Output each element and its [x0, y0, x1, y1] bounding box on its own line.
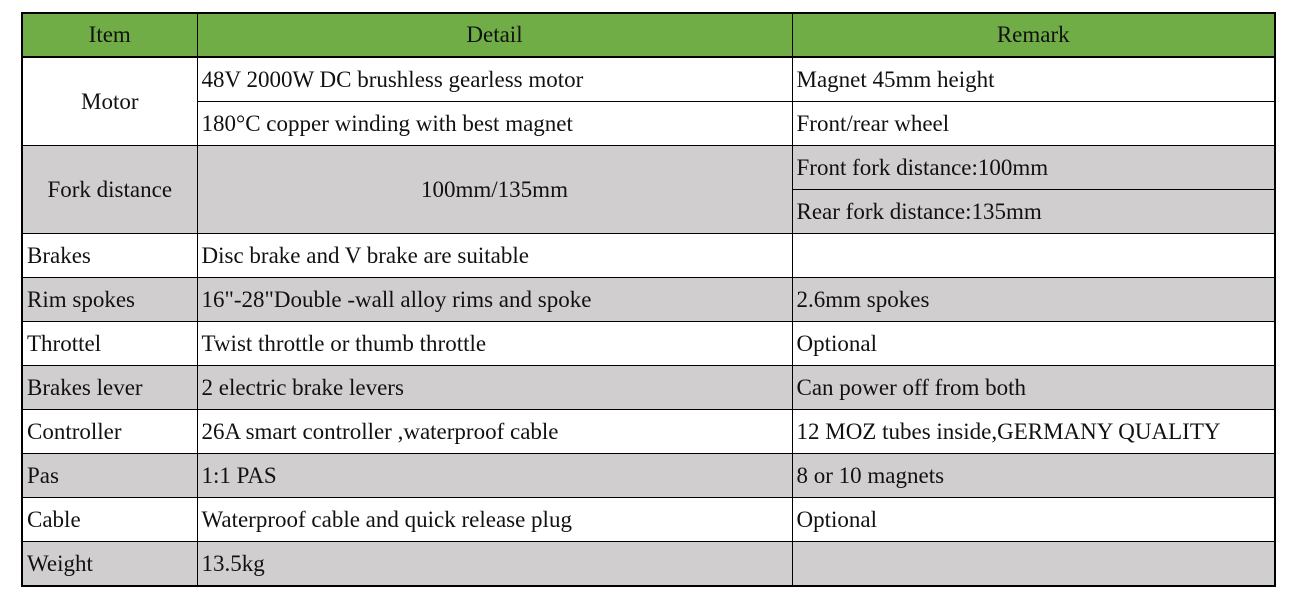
cell-remark: Optional — [792, 322, 1275, 366]
spec-table — [21, 12, 1276, 587]
cell-detail-fork: 100mm/135mm — [197, 146, 792, 234]
cell-item: Brakes — [22, 234, 197, 278]
cell-remark — [792, 234, 1275, 278]
table-row — [22, 366, 1275, 410]
header-remark: Remark — [792, 13, 1275, 57]
cell-remark: Front fork distance:100mm — [792, 146, 1275, 190]
cell-remark: Rear fork distance:135mm — [792, 190, 1275, 234]
cell-detail: 2 electric brake levers — [197, 366, 792, 410]
cell-item: Pas — [22, 454, 197, 498]
table-row-motor-1 — [22, 57, 1275, 102]
cell-item: Throttel — [22, 322, 197, 366]
cell-detail: Waterproof cable and quick release plug — [197, 498, 792, 542]
cell-detail: Twist throttle or thumb throttle — [197, 322, 792, 366]
cell-item: Cable — [22, 498, 197, 542]
cell-detail: Disc brake and V brake are suitable — [197, 234, 792, 278]
cell-item-fork: Fork distance — [22, 146, 197, 234]
cell-detail: 48V 2000W DC brushless gearless motor — [197, 57, 792, 102]
cell-remark: 12 MOZ tubes inside,GERMANY QUALITY — [792, 410, 1275, 454]
table-row — [22, 234, 1275, 278]
cell-item: Weight — [22, 542, 197, 587]
cell-remark: Magnet 45mm height — [792, 57, 1275, 102]
table-row — [22, 322, 1275, 366]
cell-remark: Optional — [792, 498, 1275, 542]
cell-detail: 26A smart controller ,waterproof cable — [197, 410, 792, 454]
table-row — [22, 498, 1275, 542]
table-row — [22, 410, 1275, 454]
header-detail: Detail — [197, 13, 792, 57]
cell-remark — [792, 542, 1275, 587]
cell-item-motor: Motor — [22, 57, 197, 146]
table-row-fork-1 — [22, 146, 1275, 190]
table-row — [22, 454, 1275, 498]
cell-remark: 8 or 10 magnets — [792, 454, 1275, 498]
cell-remark: Front/rear wheel — [792, 102, 1275, 146]
cell-item: Controller — [22, 410, 197, 454]
cell-remark: 2.6mm spokes — [792, 278, 1275, 322]
cell-remark: Can power off from both — [792, 366, 1275, 410]
cell-detail: 13.5kg — [197, 542, 792, 587]
header-item: Item — [22, 13, 197, 57]
cell-detail: 16"-28"Double -wall alloy rims and spoke — [197, 278, 792, 322]
header-row — [22, 13, 1275, 57]
cell-detail: 1:1 PAS — [197, 454, 792, 498]
table-row — [22, 542, 1275, 587]
table-row-motor-2 — [22, 102, 1275, 146]
cell-item: Brakes lever — [22, 366, 197, 410]
cell-item: Rim spokes — [22, 278, 197, 322]
cell-detail: 180°C copper winding with best magnet — [197, 102, 792, 146]
table-row — [22, 278, 1275, 322]
